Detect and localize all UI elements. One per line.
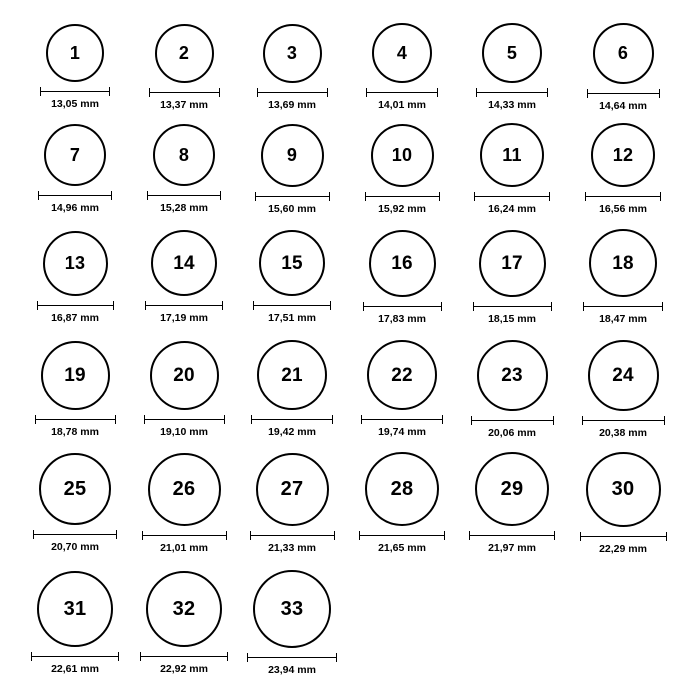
ring-circle-wrap [469, 452, 555, 526]
diameter-label: 19,10 mm [160, 425, 208, 438]
measure-cap-left [31, 652, 32, 661]
measure-cap-right [334, 531, 335, 540]
measure-cap-left [585, 192, 586, 201]
measure-line [469, 535, 555, 536]
ring-circle [367, 340, 437, 410]
ring-size-cell [257, 24, 328, 111]
ring-size-number: 2 [178, 43, 190, 63]
measure-line [580, 536, 667, 537]
ring-circle-wrap [37, 231, 114, 296]
ring-size-cell [142, 453, 227, 554]
ring-size-number: 6 [617, 43, 629, 63]
diameter-label: 13,69 mm [268, 98, 316, 111]
diameter-measure-bar [476, 88, 548, 97]
diameter-label: 21,65 mm [378, 542, 426, 554]
ring-circle-wrap [35, 341, 116, 410]
measure-cap-right [551, 302, 552, 311]
ring-circle-wrap [476, 23, 548, 83]
diameter-measure-bar [474, 192, 550, 201]
measure-line [257, 92, 328, 93]
measure-line [582, 420, 665, 421]
measure-line [474, 196, 550, 197]
measure-cap-left [469, 531, 470, 540]
ring-circle [150, 341, 219, 410]
measure-cap-right [659, 89, 660, 98]
ring-circle-wrap [474, 123, 550, 187]
measure-line [35, 419, 116, 420]
ring-size-cell [35, 341, 116, 438]
ring-size-number: 7 [69, 145, 81, 165]
ring-circle-wrap [365, 124, 440, 187]
ring-circle-wrap [144, 341, 225, 410]
ring-size-number: 13 [64, 253, 86, 273]
ring-size-cell [149, 24, 220, 111]
ring-circle [148, 453, 221, 526]
ring-circle [37, 571, 113, 647]
diameter-label: 19,74 mm [378, 426, 426, 438]
diameter-label: 16,87 mm [51, 311, 99, 324]
measure-cap-right [332, 415, 333, 424]
ring-circle [151, 230, 217, 296]
measure-cap-left [145, 301, 146, 310]
measure-cap-left [365, 192, 366, 201]
ring-circle [369, 230, 436, 297]
diameter-measure-bar [140, 652, 228, 661]
ring-circle-wrap [580, 452, 667, 527]
measure-cap-left [255, 192, 256, 201]
diameter-measure-bar [363, 302, 442, 311]
diameter-label: 13,05 mm [51, 98, 99, 110]
ring-circle-wrap [145, 230, 223, 296]
ring-size-cell [144, 341, 225, 438]
measure-cap-right [327, 88, 328, 97]
ring-size-cell [361, 340, 443, 438]
ring-circle-wrap [583, 229, 663, 297]
ring-size-cell [366, 23, 438, 111]
ring-circle-wrap [473, 230, 552, 297]
ring-size-number: 31 [63, 598, 87, 620]
ring-circle [39, 453, 111, 525]
diameter-measure-bar [31, 652, 119, 661]
ring-circle-wrap [250, 453, 335, 526]
ring-size-cell [474, 123, 550, 215]
measure-cap-left [35, 415, 36, 424]
measure-cap-right [549, 192, 550, 201]
measure-cap-right [437, 88, 438, 97]
measure-cap-left [140, 652, 141, 661]
ring-size-number: 26 [172, 478, 196, 500]
measure-cap-right [439, 192, 440, 201]
ring-size-number: 18 [612, 252, 634, 274]
measure-cap-left [250, 531, 251, 540]
measure-cap-right [442, 415, 443, 424]
diameter-label: 15,92 mm [378, 202, 426, 215]
ring-size-cell [582, 340, 665, 439]
ring-circle [586, 452, 661, 527]
ring-size-cell [471, 340, 554, 439]
diameter-measure-bar [471, 416, 554, 425]
ring-circle-wrap [149, 24, 220, 83]
ring-circle-wrap [147, 124, 221, 186]
ring-circle-wrap [38, 124, 112, 186]
measure-cap-right [444, 531, 445, 540]
diameter-measure-bar [142, 531, 227, 540]
measure-line [33, 534, 117, 535]
ring-size-cell [583, 229, 663, 325]
measure-line [31, 656, 119, 657]
measure-cap-right [227, 652, 228, 661]
measure-cap-right [664, 416, 665, 425]
diameter-label: 18,47 mm [599, 313, 647, 325]
diameter-measure-bar [255, 192, 330, 201]
measure-cap-right [111, 191, 112, 200]
diameter-measure-bar [473, 302, 552, 311]
ring-size-cell [251, 340, 333, 438]
ring-size-cell [585, 123, 661, 215]
ring-circle [371, 124, 434, 187]
diameter-label: 23,94 mm [268, 664, 316, 676]
ring-circle-wrap [471, 340, 554, 411]
measure-cap-right [224, 415, 225, 424]
ring-circle [263, 24, 322, 83]
ring-size-number: 10 [391, 145, 413, 165]
diameter-label: 18,78 mm [51, 425, 99, 438]
diameter-label: 22,61 mm [51, 663, 99, 675]
measure-cap-left [583, 302, 584, 311]
measure-cap-left [37, 301, 38, 310]
ring-size-number: 15 [281, 252, 303, 274]
ring-size-number: 8 [178, 145, 190, 165]
ring-circle [593, 23, 654, 84]
diameter-label: 22,29 mm [599, 542, 647, 555]
ring-circle [261, 124, 324, 187]
ring-circle [257, 340, 327, 410]
measure-line [473, 306, 552, 307]
measure-line [251, 419, 333, 420]
diameter-measure-bar [33, 530, 117, 539]
ring-size-number: 30 [611, 478, 635, 500]
ring-size-cell [31, 571, 119, 675]
measure-cap-left [474, 192, 475, 201]
ring-size-cell [359, 452, 445, 554]
measure-line [583, 306, 663, 307]
diameter-label: 21,01 mm [160, 541, 208, 554]
ring-size-cell [363, 230, 442, 325]
diameter-measure-bar [40, 87, 110, 96]
diameter-measure-bar [251, 415, 333, 424]
ring-circle [591, 123, 655, 187]
ring-size-number: 25 [63, 478, 87, 500]
diameter-measure-bar [145, 301, 223, 310]
ring-size-number: 1 [69, 43, 81, 63]
diameter-measure-bar [147, 191, 221, 200]
ring-size-number: 3 [286, 43, 298, 63]
measure-cap-left [33, 530, 34, 539]
measure-cap-right [226, 531, 227, 540]
ring-size-number: 20 [173, 364, 195, 386]
measure-line [363, 306, 442, 307]
measure-line [149, 92, 220, 93]
diameter-measure-bar [469, 531, 555, 540]
ring-circle-wrap [255, 124, 330, 187]
measure-line [140, 656, 228, 657]
ring-circle [477, 340, 548, 411]
measure-cap-left [473, 302, 474, 311]
diameter-measure-bar [365, 192, 440, 201]
ring-circle [589, 229, 657, 297]
ring-size-number: 28 [390, 478, 414, 500]
diameter-measure-bar [585, 192, 661, 201]
measure-line [255, 196, 330, 197]
measure-cap-right [116, 530, 117, 539]
measure-line [476, 92, 548, 93]
measure-line [365, 196, 440, 197]
measure-cap-right [662, 302, 663, 311]
measure-cap-left [361, 415, 362, 424]
ring-circle [153, 124, 215, 186]
ring-circle [365, 452, 439, 526]
measure-cap-left [147, 191, 148, 200]
ring-size-number: 11 [502, 145, 522, 165]
measure-cap-right [660, 192, 661, 201]
diameter-label: 13,37 mm [160, 98, 208, 111]
measure-cap-left [359, 531, 360, 540]
measure-cap-right [219, 88, 220, 97]
measure-cap-right [222, 301, 223, 310]
measure-cap-left [251, 415, 252, 424]
measure-cap-left [582, 416, 583, 425]
diameter-measure-bar [247, 653, 337, 662]
measure-line [40, 91, 110, 92]
measure-cap-right [547, 88, 548, 97]
ring-size-number: 5 [506, 43, 518, 63]
diameter-label: 17,19 mm [160, 312, 208, 324]
measure-line [247, 657, 337, 658]
diameter-measure-bar [361, 415, 443, 424]
ring-size-number: 9 [286, 145, 298, 165]
measure-line [147, 195, 221, 196]
measure-line [585, 196, 661, 197]
measure-cap-right [441, 302, 442, 311]
measure-cap-left [149, 88, 150, 97]
diameter-measure-bar [38, 191, 112, 200]
ring-size-cell [38, 124, 112, 214]
measure-cap-left [142, 531, 143, 540]
ring-circle-wrap [582, 340, 665, 411]
ring-circle [372, 23, 432, 83]
measure-line [250, 535, 335, 536]
ring-size-cell [473, 230, 552, 325]
ring-circle-wrap [361, 340, 443, 410]
measure-cap-left [587, 89, 588, 98]
measure-cap-left [40, 87, 41, 96]
ring-circle [479, 230, 546, 297]
ring-size-cell [253, 230, 331, 324]
diameter-label: 14,33 mm [488, 99, 536, 111]
measure-cap-left [580, 532, 581, 541]
measure-cap-left [366, 88, 367, 97]
diameter-label: 22,92 mm [160, 663, 208, 675]
diameter-measure-bar [359, 531, 445, 540]
ring-size-cell [33, 453, 117, 553]
ring-circle [41, 341, 110, 410]
diameter-label: 16,24 mm [488, 203, 536, 215]
ring-circle [44, 124, 106, 186]
measure-line [587, 93, 660, 94]
measure-line [144, 419, 225, 420]
diameter-label: 19,42 mm [268, 426, 316, 438]
diameter-measure-bar [250, 531, 335, 540]
ring-size-cell [140, 571, 228, 675]
ring-circle-wrap [251, 340, 333, 410]
measure-cap-right [118, 652, 119, 661]
measure-cap-left [253, 301, 254, 310]
ring-circle-wrap [585, 123, 661, 187]
ring-size-number: 19 [64, 364, 86, 386]
diameter-measure-bar [149, 88, 220, 97]
diameter-measure-bar [587, 89, 660, 98]
measure-line [145, 305, 223, 306]
measure-cap-left [257, 88, 258, 97]
ring-size-number: 33 [280, 598, 304, 620]
ring-size-number: 17 [501, 252, 523, 274]
diameter-label: 21,97 mm [488, 542, 536, 554]
measure-cap-right [220, 191, 221, 200]
measure-cap-right [113, 301, 114, 310]
ring-circle-wrap [31, 571, 119, 647]
ring-circle [482, 23, 542, 83]
ring-size-cell [580, 452, 667, 555]
measure-cap-right [553, 416, 554, 425]
ring-size-cell [37, 231, 114, 324]
ring-circle [253, 570, 331, 648]
diameter-label: 16,56 mm [599, 203, 647, 215]
ring-circle-wrap [363, 230, 442, 297]
ring-size-number: 27 [280, 478, 304, 500]
diameter-label: 20,70 mm [51, 541, 99, 553]
diameter-label: 14,96 mm [51, 202, 99, 214]
measure-cap-left [471, 416, 472, 425]
measure-line [359, 535, 445, 536]
ring-circle-wrap [587, 23, 660, 84]
diameter-measure-bar [580, 532, 667, 541]
measure-line [37, 305, 114, 306]
ring-size-cell [40, 24, 110, 110]
measure-line [361, 419, 443, 420]
measure-cap-right [554, 531, 555, 540]
measure-cap-left [476, 88, 477, 97]
diameter-measure-bar [366, 88, 438, 97]
measure-line [38, 195, 112, 196]
diameter-label: 17,83 mm [378, 312, 426, 325]
ring-size-number: 21 [281, 364, 303, 386]
ring-size-cell [147, 124, 221, 214]
measure-cap-right [330, 301, 331, 310]
measure-line [253, 305, 331, 306]
measure-cap-left [247, 653, 248, 662]
ring-circle [256, 453, 329, 526]
measure-cap-right [109, 87, 110, 96]
ring-circle-wrap [366, 23, 438, 83]
ring-circle-wrap [140, 571, 228, 647]
ring-size-number: 29 [500, 478, 524, 500]
measure-cap-right [666, 532, 667, 541]
diameter-label: 20,38 mm [599, 426, 647, 439]
ring-size-number: 23 [501, 364, 523, 386]
diameter-measure-bar [582, 416, 665, 425]
diameter-label: 14,64 mm [599, 99, 647, 112]
measure-line [366, 92, 438, 93]
diameter-label: 14,01 mm [378, 99, 426, 111]
measure-cap-left [144, 415, 145, 424]
ring-size-cell [247, 570, 337, 676]
ring-circle-wrap [359, 452, 445, 526]
measure-cap-right [336, 653, 337, 662]
ring-size-cell [250, 453, 335, 554]
ring-size-number: 32 [172, 598, 196, 620]
ring-circle-wrap [247, 570, 337, 648]
diameter-measure-bar [144, 415, 225, 424]
ring-circle [588, 340, 659, 411]
ring-circle-wrap [40, 24, 110, 82]
ring-size-cell [255, 124, 330, 215]
diameter-label: 20,06 mm [488, 426, 536, 439]
ring-circle [480, 123, 544, 187]
ring-circle [43, 231, 108, 296]
diameter-measure-bar [583, 302, 663, 311]
measure-cap-left [38, 191, 39, 200]
diameter-label: 17,51 mm [268, 312, 316, 324]
ring-size-cell [145, 230, 223, 324]
ring-circle-wrap [142, 453, 227, 526]
measure-cap-left [363, 302, 364, 311]
diameter-measure-bar [253, 301, 331, 310]
ring-size-number: 12 [612, 145, 634, 165]
ring-circle [259, 230, 325, 296]
diameter-label: 18,15 mm [488, 312, 536, 325]
measure-cap-right [115, 415, 116, 424]
ring-circle [475, 452, 549, 526]
ring-circle-wrap [253, 230, 331, 296]
measure-line [471, 420, 554, 421]
ring-circle-wrap [33, 453, 117, 525]
ring-circle [155, 24, 214, 83]
diameter-measure-bar [257, 88, 328, 97]
measure-line [142, 535, 227, 536]
ring-circle [46, 24, 104, 82]
ring-size-cell [587, 23, 660, 112]
ring-circle-wrap [257, 24, 328, 83]
diameter-measure-bar [35, 415, 116, 424]
diameter-label: 21,33 mm [268, 541, 316, 554]
ring-size-cell [365, 124, 440, 215]
ring-size-cell [476, 23, 548, 111]
ring-circle [146, 571, 222, 647]
diameter-measure-bar [37, 301, 114, 310]
ring-size-number: 22 [391, 364, 413, 386]
ring-size-number: 4 [396, 43, 408, 63]
measure-cap-right [329, 192, 330, 201]
diameter-label: 15,60 mm [268, 202, 316, 215]
diameter-label: 15,28 mm [160, 202, 208, 214]
ring-size-cell [469, 452, 555, 554]
ring-size-number: 14 [173, 252, 195, 274]
ring-size-number: 16 [391, 252, 413, 274]
ring-size-number: 24 [612, 364, 634, 386]
